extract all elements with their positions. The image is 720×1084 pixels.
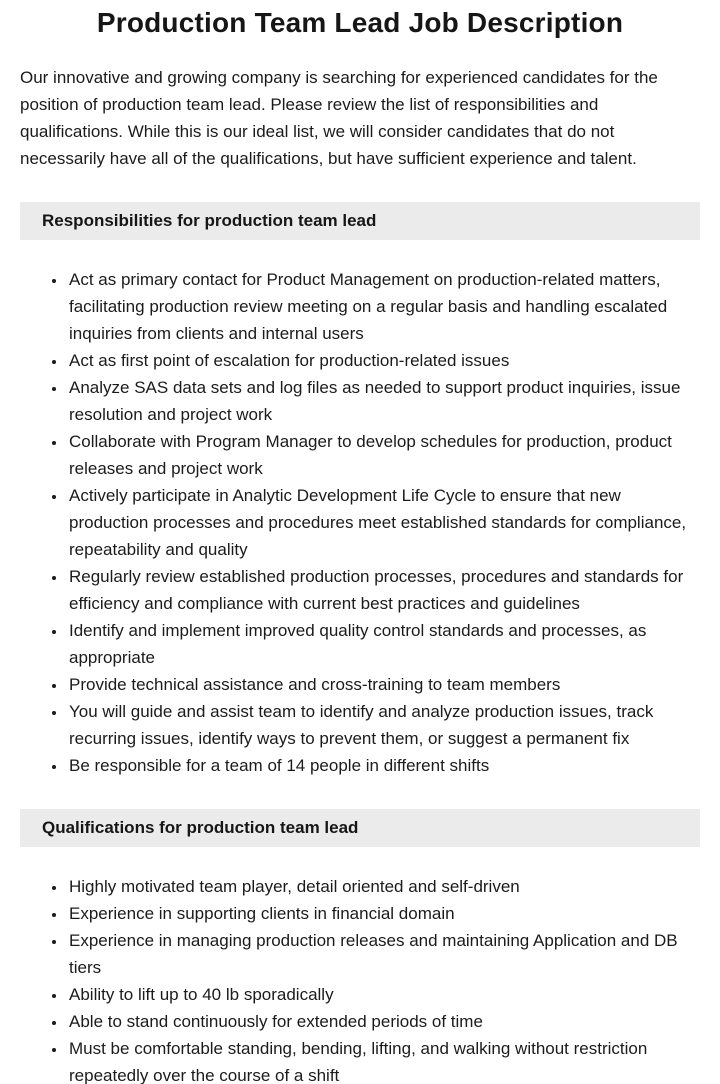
page-title: Production Team Lead Job Description: [96, 7, 624, 38]
list-item: • Act as first point of escalation for production-related issues: [67, 347, 700, 374]
list-item: • Highly motivated team player, detail oriented and self-driven: [67, 873, 700, 900]
list-item: • Act as primary contact for Product Management on production-related matters, facilitating production review meeting on a regular basis and handling escalated inquiries from clients and internal users: [67, 266, 700, 347]
list-item: • You will guide and assist team to identify and analyze production issues, track recurring issues, identify ways to prevent them, or suggest a permanent fix: [67, 698, 700, 752]
list-item: • Able to stand continuously for extended periods of time: [67, 1008, 700, 1035]
list-item: • Be responsible for a team of 14 people in different shifts: [67, 752, 700, 779]
list-item: • Must be comfortable standing, bending, lifting, and walking without restriction repeatedly over the course of a shift: [67, 1035, 700, 1084]
list-item: • Provide technical assistance and cross-training to team members: [67, 671, 700, 698]
section-header-responsibilities: Responsibilities for production team lead: [20, 202, 700, 240]
list-item: • Ability to lift up to 40 lb sporadically: [67, 981, 700, 1008]
section-header-qualifications: Qualifications for production team lead: [20, 809, 700, 847]
qualifications-list: [20, 873, 700, 1084]
list-item: • Actively participate in Analytic Development Life Cycle to ensure that new production processes and procedures meet established standards for compliance, repeatability and quality: [67, 482, 700, 563]
list-item: • Experience in managing production releases and maintaining Application and DB tiers: [67, 927, 700, 981]
list-item: • Experience in supporting clients in financial domain: [67, 900, 700, 927]
responsibilities-list: [20, 266, 700, 779]
list-item: • Analyze SAS data sets and log files as needed to support product inquiries, issue resolution and project work: [67, 374, 700, 428]
list-item: • Regularly review established production processes, procedures and standards for efficiency and compliance with current best practices and guidelines: [67, 563, 700, 617]
list-item: • Identify and implement improved quality control standards and processes, as appropriate: [67, 617, 700, 671]
list-item: • Collaborate with Program Manager to develop schedules for production, product releases and project work: [67, 428, 700, 482]
intro-paragraph: Our innovative and growing company is searching for experienced candidates for the position of production team lead. Please review the list of responsibilities and qualifications. While this is our ideal list, we will consider candidates that do not necessarily have all of the qualifications, but have sufficient experience and talent.: [20, 68, 658, 168]
